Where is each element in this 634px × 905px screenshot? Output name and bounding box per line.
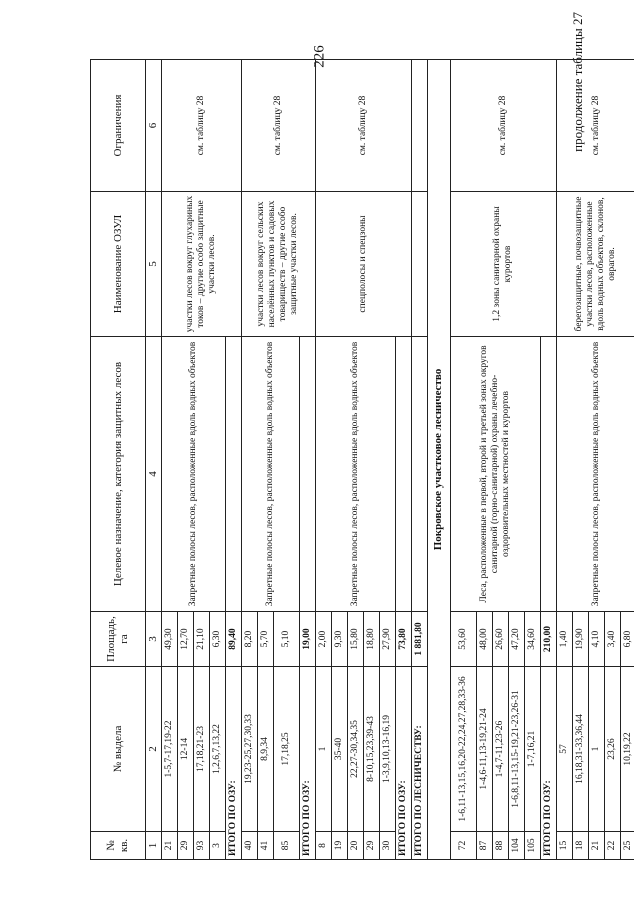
header-ozul: Наименование ОЗУЛ [91,192,146,337]
protective-forests-table [90,59,634,860]
table-row [450,60,476,860]
total-label: ИТОГО ПО ОЗУ: [540,667,556,860]
total-label: ИТОГО ПО ОЗУ: [395,667,411,860]
table-row [556,60,572,860]
cell-vydel: 22,27-30,34,35 [347,667,363,832]
header-kv: № кв. [91,832,146,860]
table-row [161,60,177,860]
col-number: 1 [146,832,162,860]
cell-kv: 21 [161,832,177,860]
cell-kv: 41 [257,832,273,860]
cell-vydel: 1-4,6-11,13-19,21-24 [476,667,492,832]
col-number: 2 [146,667,162,832]
cell-area: 5,70 [257,612,273,667]
cell-vydel: 16,18,31-33,36,44 [572,667,588,832]
cell-vydel: 1,2,6,7,13,22 [209,667,225,832]
cell-kv: 30 [379,832,395,860]
forestry-total-area: 1 881,80 [411,612,427,667]
cell-ozul: участки лесов вокруг глухариных токов – другие особо защитные участки лесов. [161,192,241,337]
cell-kv: 3 [209,832,225,860]
cell-vydel: 1-5,7-17,19-22 [161,667,177,832]
cell-kv: 20 [347,832,363,860]
cell-area: 34,60 [524,612,540,667]
cell-area: 15,80 [347,612,363,667]
cell-kv: 29 [363,832,379,860]
page-number: 226 [311,45,328,68]
forestry-total-label: ИТОГО ПО ЛЕСНИЧЕСТВУ: [411,667,427,860]
cell-purpose: Леса, расположенные в первой, второй и третьей зонах округов санитарной (горно-санитарной) охраны лечебно-оздоровительных местностей и курортов [450,337,540,612]
cell-kv: 22 [604,832,620,860]
cell-kv: 15 [556,832,572,860]
section-row [427,60,450,860]
cell-area: 26,60 [492,612,508,667]
cell-kv: 40 [241,832,257,860]
cell-area: 8,20 [241,612,257,667]
cell-area: 1,40 [556,612,572,667]
cell-vydel: 1-4,7-11,23-26 [492,667,508,832]
cell-area: 6,80 [620,612,634,667]
cell-kv: 88 [492,832,508,860]
header-purpose: Целевое назначение, категория защитных лесов [91,337,146,612]
cell-vydel: 17,18,21-23 [193,667,209,832]
cell-limit: см. таблицу 28 [315,60,411,192]
total-label: ИТОГО ПО ОЗУ: [225,667,241,860]
cell-kv: 19 [331,832,347,860]
cell-limit: см. таблицу 28 [161,60,241,192]
cell-ozul: спецполосы и спецзоны [315,192,411,337]
cell-purpose: Запретные полосы лесов, расположенные вдоль водных объектов [315,337,395,612]
cell-vydel: 1-6,11-13,15,16,20-22,24,27,28,33-36 [450,667,476,832]
cell-vydel: 1-3,9,10,13-16,19 [379,667,395,832]
cell-area: 49,30 [161,612,177,667]
col-number: 4 [146,337,162,612]
cell-vydel: 35-40 [331,667,347,832]
cell-vydel: 23,26 [604,667,620,832]
cell-area: 48,00 [476,612,492,667]
col-number: 3 [146,612,162,667]
cell-ozul: 1,2 зоны санитарной охраны курортов [450,192,556,337]
cell-ozul: берегозащитные, почвозащитные участки лесов, расположенные вдоль водных объектов, склонов, оврагов. [556,192,634,337]
total-area: 210,00 [540,612,556,667]
empty-cell [540,337,556,612]
cell-kv: 87 [476,832,492,860]
cell-kv: 21 [588,832,604,860]
empty-cell [299,337,315,612]
cell-area: 18,80 [363,612,379,667]
empty-cell [225,337,241,612]
cell-kv: 25 [620,832,634,860]
cell-ozul: участки лесов вокруг сельских населённых пунктов и садовых товариществ – другие особо защитные участки лесов. [241,192,315,337]
cell-kv: 104 [508,832,524,860]
cell-kv: 72 [450,832,476,860]
cell-vydel: 57 [556,667,572,832]
col-number: 6 [146,60,162,192]
cell-area: 47,20 [508,612,524,667]
cell-limit: см. таблицу 28 [241,60,315,192]
table-continuation-note: продолжение таблицы 27 [570,12,585,152]
cell-vydel: 8-10,15,23,39-43 [363,667,379,832]
empty-cell [411,337,427,612]
header-vydel: № выдела [91,667,146,832]
cell-area: 6,30 [209,612,225,667]
cell-purpose: Запретные полосы лесов, расположенные вдоль водных объектов [241,337,299,612]
table-row [315,60,331,860]
cell-vydel: 12-14 [177,667,193,832]
cell-vydel: 17,18,25 [273,667,299,832]
empty-cell [395,337,411,612]
cell-purpose: Запретные полосы лесов, расположенные вдоль водных объектов [556,337,634,612]
total-area: 19,00 [299,612,315,667]
cell-vydel: 19,23-25,27,30,33 [241,667,257,832]
empty-cell [411,192,427,337]
table-row [241,60,257,860]
cell-vydel: 10,19,22 [620,667,634,832]
cell-kv: 105 [524,832,540,860]
cell-area: 19,90 [572,612,588,667]
cell-vydel: 1 [588,667,604,832]
cell-kv: 18 [572,832,588,860]
cell-kv: 85 [273,832,299,860]
total-label: ИТОГО ПО ОЗУ: [299,667,315,860]
cell-vydel: 1-6,8,11-13,15-19,21-23,26-31 [508,667,524,832]
cell-limit: см. таблицу 28 [450,60,556,192]
cell-purpose: Запретные полосы лесов, расположенные вдоль водных объектов [161,337,225,612]
cell-kv: 29 [177,832,193,860]
cell-area: 3,40 [604,612,620,667]
cell-area: 4,10 [588,612,604,667]
cell-limit: см. таблицу 28 [556,60,634,192]
header-area: Площадь, га [91,612,146,667]
cell-area: 21,10 [193,612,209,667]
cell-vydel: 8,9,34 [257,667,273,832]
header-limits: Ограничения [91,60,146,192]
cell-kv: 93 [193,832,209,860]
total-area: 89,40 [225,612,241,667]
cell-kv: 8 [315,832,331,860]
empty-cell [411,60,427,192]
cell-vydel: 1 [315,667,331,832]
cell-area: 2,00 [315,612,331,667]
cell-vydel: 1-7,16,21 [524,667,540,832]
cell-area: 5,10 [273,612,299,667]
cell-area: 9,30 [331,612,347,667]
forestry-total-row [411,60,427,860]
col-number: 5 [146,192,162,337]
cell-area: 53,60 [450,612,476,667]
cell-area: 27,90 [379,612,395,667]
section-title: Покровское участковое лесничество [427,60,450,860]
total-area: 73,80 [395,612,411,667]
cell-area: 12,70 [177,612,193,667]
